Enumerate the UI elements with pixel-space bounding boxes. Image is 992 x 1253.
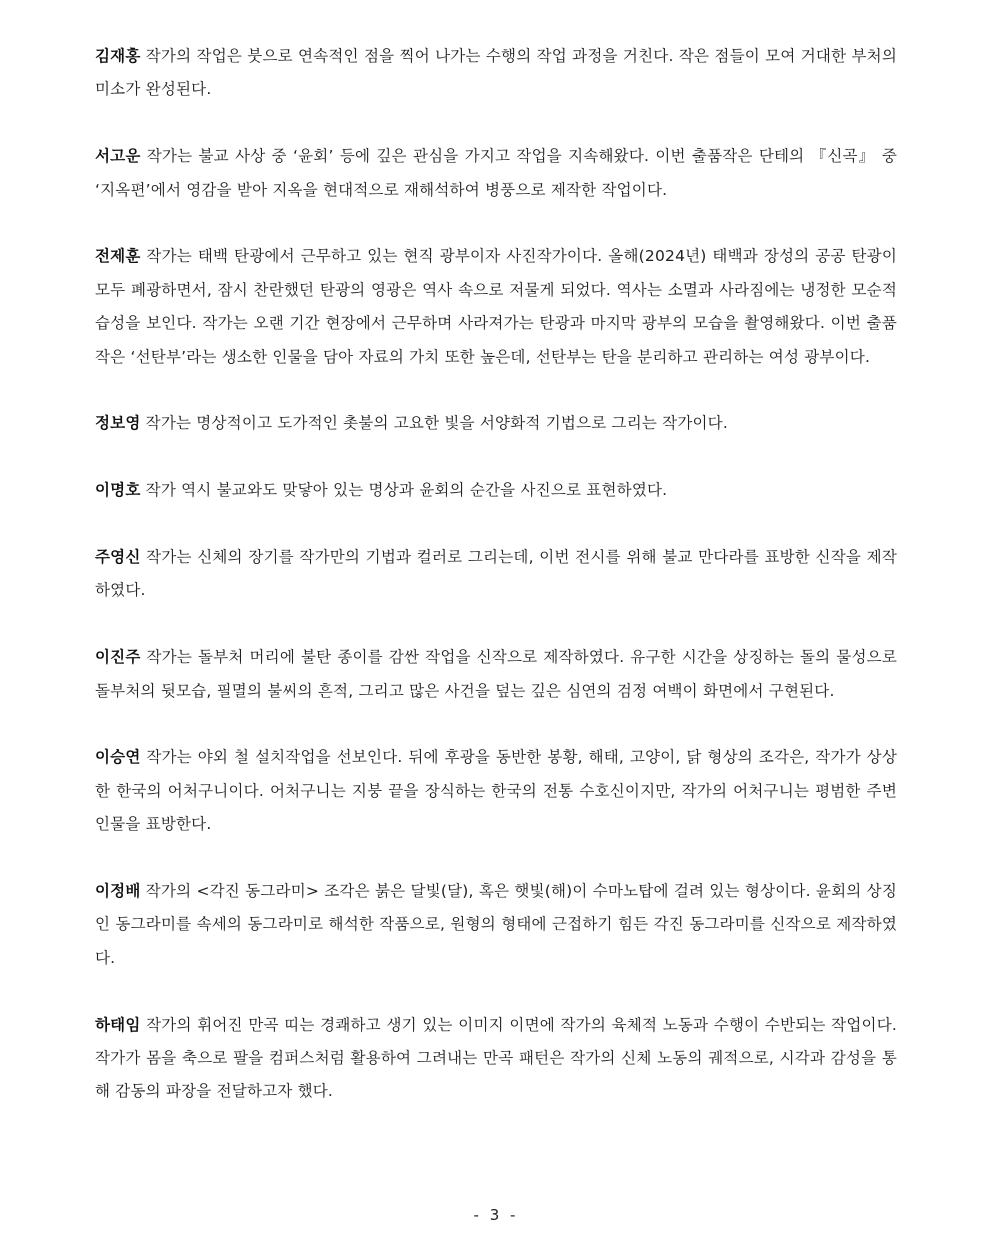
paragraph-joo-youngshin xyxy=(95,541,897,608)
paragraph-jeon-jehun xyxy=(95,240,897,374)
paragraph-lee-myeongho xyxy=(95,474,897,507)
paragraph-text: 작가는 야외 철 설치작업을 선보인다. 뒤에 후광을 동반한 봉황, 해태, 고양이, 닭 형상의 조각은, 작가가 상상한 한국의 어처구니이다. 어처구니는 지붕 끝을 장식하는 한국의 전통 수호신이지만, 작가의 어처구니는 평범한 주변 인물을 표방한다. xyxy=(95,748,897,834)
paragraph-text: 작가의 작업은 붓으로 연속적인 점을 찍어 나가는 수행의 작업 과정을 거친다. 작은 점들이 모여 거대한 부처의 미소가 완성된다. xyxy=(95,47,897,99)
paragraph-lee-seungyeon xyxy=(95,741,897,841)
paragraph-text: 작가는 돌부처 머리에 불탄 종이를 감싼 작업을 신작으로 제작하였다. 유구한 시간을 상징하는 돌의 물성으로 돌부처의 뒷모습, 필멸의 불씨의 흔적, 그리고 많은 사건을 덮는 깊은 심연의 검정 여백이 화면에서 구현된다. xyxy=(95,648,897,700)
paragraph-text: 작가는 태백 탄광에서 근무하고 있는 현직 광부이자 사진작가이다. 올해(2024년) 태백과 장성의 공공 탄광이 모두 폐광하면서, 잠시 찬란했던 탄광의 영광은 역사 속으로 저물게 되었다. 역사는 소멸과 사라짐에는 냉정한 모순적 습성을 보인다. 작가는 오랜 기간 현장에서 근무하며 사라져가는 탄광과 마지막 광부의 모습을 촬영해왔다. 이번 출품작은 ‘선탄부’라는 생소한 인물을 담아 자료의 가치 또한 높은데, 선탄부는 탄을 분리하고 관리하는 여성 광부이다. xyxy=(95,247,897,366)
artist-name: 하태임 xyxy=(95,1015,141,1034)
artist-name: 주영신 xyxy=(95,548,141,567)
paragraph-jeong-boyoung xyxy=(95,407,897,440)
paragraph-text: 작가는 신체의 장기를 작가만의 기법과 컬러로 그리는데, 이번 전시를 위해 불교 만다라를 표방한 신작을 제작하였다. xyxy=(95,548,897,600)
paragraph-ha-taeim xyxy=(95,1009,897,1109)
artist-name: 이정배 xyxy=(95,882,141,901)
artist-name: 서고운 xyxy=(95,147,141,166)
paragraph-text: 작가의 <각진 동그라미> 조각은 붉은 달빛(달), 혹은 햇빛(해)이 수마노탑에 걸려 있는 형상이다. 윤회의 상징인 동그라미를 속세의 동그라미로 해석한 작품으로, 원형의 형태에 근접하기 힘든 각진 동그라미를 신작으로 제작하였다. xyxy=(95,882,897,967)
page-number: - 3 - xyxy=(473,1206,519,1224)
artist-name: 이승연 xyxy=(95,748,141,767)
paragraph-lee-jeongbae xyxy=(95,875,897,975)
paragraph-seo-goun xyxy=(95,140,897,207)
paragraph-text: 작가 역시 불교와도 맞닿아 있는 명상과 윤회의 순간을 사진으로 표현하였다. xyxy=(140,481,668,500)
artist-name: 김재홍 xyxy=(95,47,141,65)
artist-name: 이명호 xyxy=(95,481,141,500)
paragraph-text: 작가는 불교 사상 중 ‘윤회’ 등에 깊은 관심을 가지고 작업을 지속해왔다. 이번 출품작은 단테의 『신곡』 중 ‘지옥편’에서 영감을 받아 지옥을 현대적으로 재해석하여 병풍으로 제작한 작업이다. xyxy=(95,147,897,199)
artist-name: 이진주 xyxy=(95,648,141,667)
artist-name: 정보영 xyxy=(95,414,141,433)
paragraph-lee-jinju xyxy=(95,641,897,708)
paragraph-text: 작가의 휘어진 만곡 띠는 경쾌하고 생기 있는 이미지 이면에 작가의 육체적 노동과 수행이 수반되는 작업이다. 작가가 몸을 축으로 팔을 컴퍼스처럼 활용하여 그려내는 만곡 패턴은 작가의 신체 노동의 궤적으로, 시각과 감성을 통해 감동의 파장을 전달하고자 했다. xyxy=(95,1015,897,1101)
document-body xyxy=(95,40,897,1142)
artist-name: 전제훈 xyxy=(95,247,141,266)
paragraph-text: 작가는 명상적이고 도가적인 촛불의 고요한 빛을 서양화적 기법으로 그리는 작가이다. xyxy=(140,414,728,433)
paragraph-kim-jaehong xyxy=(95,40,897,107)
